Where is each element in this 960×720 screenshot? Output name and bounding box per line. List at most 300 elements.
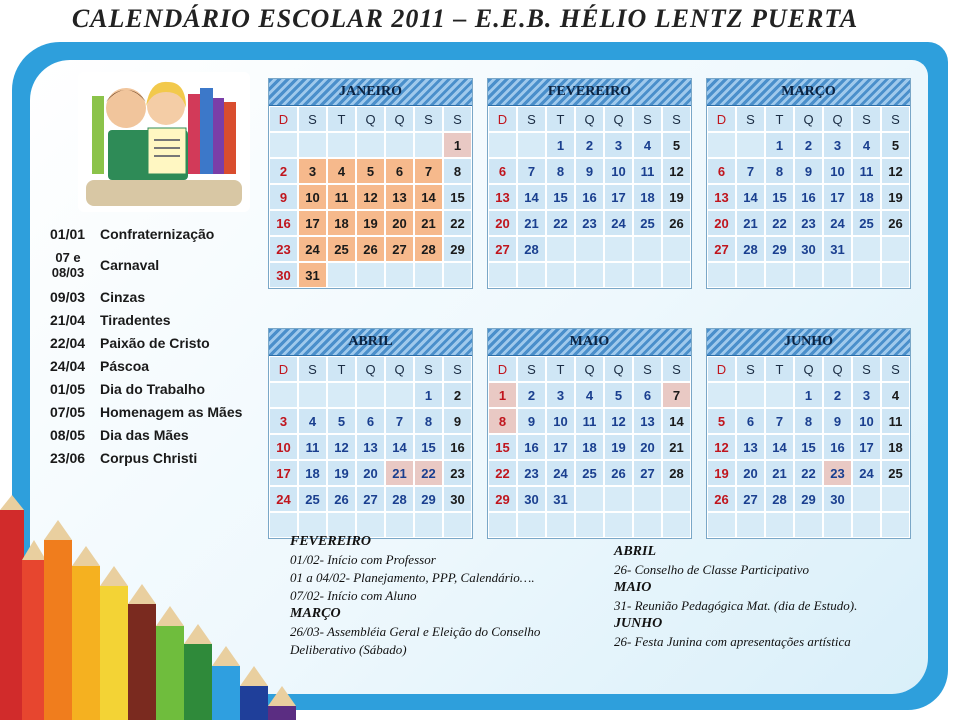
day-cell: 10: [852, 408, 881, 434]
day-cell: 1: [488, 382, 517, 408]
day-cell: 3: [269, 408, 298, 434]
day-cell: 26: [662, 210, 691, 236]
month-title: JANEIRO: [269, 79, 472, 106]
day-cell: 23: [443, 460, 472, 486]
day-cell: 12: [662, 158, 691, 184]
day-cell: 16: [794, 184, 823, 210]
notes-line: 07/02- Início com Aluno: [290, 588, 417, 603]
day-cell: 19: [327, 460, 356, 486]
empty-cell: [517, 262, 546, 288]
day-cell: 29: [488, 486, 517, 512]
holiday-name: Dia do Trabalho: [100, 380, 206, 397]
day-cell: 3: [298, 158, 327, 184]
day-cell: 9: [269, 184, 298, 210]
day-cell: 24: [852, 460, 881, 486]
day-cell: 22: [546, 210, 575, 236]
empty-cell: [327, 132, 356, 158]
empty-cell: [823, 262, 852, 288]
day-cell: 21: [385, 460, 414, 486]
empty-cell: [852, 486, 881, 512]
day-cell: 28: [414, 236, 443, 262]
weekday-header: Q: [604, 106, 633, 132]
holiday-date: 01/01: [50, 225, 86, 242]
day-cell: 12: [707, 434, 736, 460]
weekday-header: T: [327, 356, 356, 382]
weekday-header: S: [852, 356, 881, 382]
notes-line: 01 a 04/02- Planejamento, PPP, Calendário….: [290, 570, 535, 585]
day-grid: [269, 106, 472, 288]
notes-heading: MARÇO: [290, 606, 341, 621]
holiday-date: 21/04: [50, 311, 86, 328]
day-cell: 24: [604, 210, 633, 236]
empty-cell: [794, 262, 823, 288]
empty-cell: [852, 262, 881, 288]
day-cell: 8: [443, 158, 472, 184]
notes-line: 31- Reunião Pedagógica Mat. (dia de Estudo).: [614, 598, 858, 613]
day-cell: 19: [356, 210, 385, 236]
day-cell: 10: [604, 158, 633, 184]
day-cell: 23: [794, 210, 823, 236]
empty-cell: [736, 132, 765, 158]
empty-cell: [385, 382, 414, 408]
weekday-header: S: [662, 356, 691, 382]
day-cell: 2: [823, 382, 852, 408]
day-cell: 7: [662, 382, 691, 408]
day-cell: 27: [707, 236, 736, 262]
weekday-header: Q: [356, 106, 385, 132]
weekday-header: Q: [823, 356, 852, 382]
day-cell: 13: [633, 408, 662, 434]
holiday-name: Dia das Mães: [100, 426, 189, 443]
empty-cell: [327, 262, 356, 288]
day-cell: 12: [881, 158, 910, 184]
notes-line: 26- Festa Junina com apresentações artística: [614, 634, 851, 649]
empty-cell: [633, 486, 662, 512]
weekday-header: S: [517, 106, 546, 132]
notes-line: 26/03- Assembléia Geral e Eleição do Conselho Deliberativo (Sábado): [290, 624, 541, 657]
empty-cell: [575, 486, 604, 512]
day-cell: 15: [546, 184, 575, 210]
day-cell: 13: [356, 434, 385, 460]
weekday-header: T: [765, 356, 794, 382]
day-cell: 17: [604, 184, 633, 210]
empty-cell: [765, 262, 794, 288]
empty-cell: [707, 132, 736, 158]
day-cell: 20: [736, 460, 765, 486]
holiday-name: Homenagem as Mães: [100, 403, 243, 420]
day-cell: 25: [298, 486, 327, 512]
day-cell: 28: [517, 236, 546, 262]
day-cell: 25: [881, 460, 910, 486]
day-cell: 25: [327, 236, 356, 262]
empty-cell: [707, 382, 736, 408]
empty-cell: [633, 512, 662, 538]
day-cell: 29: [443, 236, 472, 262]
empty-cell: [604, 486, 633, 512]
weekday-header: S: [633, 106, 662, 132]
page-title: CALENDÁRIO ESCOLAR 2011 – E.E.B. HÉLIO LENTZ PUERTA: [71, 4, 859, 33]
weekday-header: S: [443, 356, 472, 382]
day-cell: 10: [546, 408, 575, 434]
day-cell: 3: [823, 132, 852, 158]
day-cell: 4: [298, 408, 327, 434]
day-cell: 18: [298, 460, 327, 486]
empty-cell: [852, 512, 881, 538]
month-card-maio: [487, 328, 692, 539]
empty-cell: [765, 382, 794, 408]
day-cell: 26: [707, 486, 736, 512]
day-cell: 8: [546, 158, 575, 184]
day-cell: 13: [707, 184, 736, 210]
day-cell: 17: [298, 210, 327, 236]
day-cell: 2: [575, 132, 604, 158]
holiday-item: [50, 308, 270, 331]
day-cell: 1: [794, 382, 823, 408]
weekday-header: S: [414, 106, 443, 132]
holiday-date: 22/04: [50, 334, 86, 351]
day-cell: 19: [881, 184, 910, 210]
day-cell: 13: [736, 434, 765, 460]
weekday-header: D: [488, 106, 517, 132]
empty-cell: [604, 236, 633, 262]
weekday-header: D: [707, 356, 736, 382]
empty-cell: [633, 236, 662, 262]
day-cell: 24: [298, 236, 327, 262]
day-cell: 6: [385, 158, 414, 184]
weekday-header: T: [765, 106, 794, 132]
weekday-header: S: [852, 106, 881, 132]
day-cell: 14: [736, 184, 765, 210]
day-cell: 17: [546, 434, 575, 460]
month-title: FEVEREIRO: [488, 79, 691, 106]
empty-cell: [546, 236, 575, 262]
day-cell: 30: [794, 236, 823, 262]
holiday-name: Cinzas: [100, 288, 146, 305]
empty-cell: [662, 262, 691, 288]
day-cell: 6: [488, 158, 517, 184]
weekday-header: S: [414, 356, 443, 382]
day-cell: 28: [765, 486, 794, 512]
day-cell: 18: [881, 434, 910, 460]
day-cell: 28: [736, 236, 765, 262]
day-cell: 18: [633, 184, 662, 210]
day-cell: 11: [327, 184, 356, 210]
day-cell: 1: [546, 132, 575, 158]
month-title: JUNHO: [707, 329, 910, 356]
day-cell: 19: [662, 184, 691, 210]
day-cell: 22: [794, 460, 823, 486]
day-cell: 22: [488, 460, 517, 486]
weekday-header: S: [443, 106, 472, 132]
weekday-header: D: [269, 106, 298, 132]
day-cell: 5: [327, 408, 356, 434]
month-card-janeiro: [268, 78, 473, 289]
empty-cell: [736, 262, 765, 288]
day-cell: 22: [765, 210, 794, 236]
holiday-date: 07 e 08/03: [51, 250, 85, 280]
day-cell: 2: [269, 158, 298, 184]
day-cell: 12: [356, 184, 385, 210]
day-cell: 13: [385, 184, 414, 210]
day-cell: 14: [765, 434, 794, 460]
day-cell: 4: [852, 132, 881, 158]
empty-cell: [575, 236, 604, 262]
day-cell: 24: [546, 460, 575, 486]
weekday-header: Q: [823, 106, 852, 132]
weekday-header: D: [488, 356, 517, 382]
day-cell: 9: [575, 158, 604, 184]
empty-cell: [385, 132, 414, 158]
day-cell: 10: [269, 434, 298, 460]
empty-cell: [736, 512, 765, 538]
day-cell: 27: [356, 486, 385, 512]
holiday-date: 07/05: [50, 403, 86, 420]
empty-cell: [414, 132, 443, 158]
day-cell: 10: [298, 184, 327, 210]
holiday-name: Páscoa: [100, 357, 150, 374]
weekday-header: T: [546, 356, 575, 382]
day-cell: 31: [823, 236, 852, 262]
day-grid: [488, 356, 691, 538]
day-cell: 5: [604, 382, 633, 408]
empty-cell: [356, 262, 385, 288]
day-cell: 8: [765, 158, 794, 184]
day-cell: 27: [633, 460, 662, 486]
day-cell: 1: [414, 382, 443, 408]
weekday-header: Q: [794, 106, 823, 132]
day-cell: 6: [736, 408, 765, 434]
month-title: ABRIL: [269, 329, 472, 356]
day-cell: 26: [327, 486, 356, 512]
weekday-header: S: [736, 356, 765, 382]
empty-cell: [327, 382, 356, 408]
day-cell: 20: [488, 210, 517, 236]
day-cell: 18: [327, 210, 356, 236]
day-cell: 11: [881, 408, 910, 434]
weekday-header: S: [517, 356, 546, 382]
day-cell: 4: [633, 132, 662, 158]
notes-heading: FEVEREIRO: [290, 534, 371, 549]
empty-cell: [633, 262, 662, 288]
day-cell: 26: [881, 210, 910, 236]
notes-heading: ABRIL: [614, 544, 657, 559]
holiday-name: Carnaval: [100, 257, 160, 273]
weekday-header: D: [269, 356, 298, 382]
day-cell: 30: [443, 486, 472, 512]
day-cell: 24: [823, 210, 852, 236]
empty-cell: [546, 262, 575, 288]
day-cell: 27: [385, 236, 414, 262]
day-cell: 12: [604, 408, 633, 434]
holiday-date: 24/04: [50, 357, 86, 374]
day-cell: 21: [765, 460, 794, 486]
day-cell: 8: [794, 408, 823, 434]
holiday-date: 23/06: [50, 449, 86, 466]
day-cell: 17: [823, 184, 852, 210]
empty-cell: [765, 512, 794, 538]
day-cell: 21: [662, 434, 691, 460]
day-cell: 15: [414, 434, 443, 460]
notes-heading: JUNHO: [614, 616, 663, 631]
weekday-header: T: [327, 106, 356, 132]
day-cell: 16: [575, 184, 604, 210]
day-cell: 23: [575, 210, 604, 236]
day-cell: 7: [414, 158, 443, 184]
day-cell: 19: [604, 434, 633, 460]
empty-cell: [662, 486, 691, 512]
colored-pencils-illustration: [0, 390, 310, 720]
empty-cell: [707, 262, 736, 288]
holiday-date: 09/03: [50, 288, 86, 305]
day-cell: 20: [385, 210, 414, 236]
weekday-header: S: [633, 356, 662, 382]
day-cell: 10: [823, 158, 852, 184]
day-cell: 8: [414, 408, 443, 434]
day-cell: 22: [443, 210, 472, 236]
day-cell: 1: [443, 132, 472, 158]
empty-cell: [604, 512, 633, 538]
day-cell: 23: [269, 236, 298, 262]
day-cell: 20: [633, 434, 662, 460]
holiday-item: [50, 331, 270, 354]
day-cell: 15: [794, 434, 823, 460]
day-cell: 11: [852, 158, 881, 184]
day-cell: 16: [443, 434, 472, 460]
day-cell: 21: [414, 210, 443, 236]
day-cell: 25: [575, 460, 604, 486]
day-cell: 9: [794, 158, 823, 184]
day-cell: 17: [269, 460, 298, 486]
empty-cell: [881, 236, 910, 262]
month-title: MAIO: [488, 329, 691, 356]
empty-cell: [517, 132, 546, 158]
day-cell: 28: [385, 486, 414, 512]
day-cell: 26: [356, 236, 385, 262]
day-cell: 7: [736, 158, 765, 184]
empty-cell: [852, 236, 881, 262]
day-cell: 9: [443, 408, 472, 434]
weekday-header: Q: [575, 106, 604, 132]
day-cell: 7: [517, 158, 546, 184]
notes-heading: MAIO: [614, 580, 652, 595]
day-cell: 19: [707, 460, 736, 486]
empty-cell: [736, 382, 765, 408]
day-cell: 24: [269, 486, 298, 512]
day-cell: 5: [356, 158, 385, 184]
empty-cell: [488, 262, 517, 288]
day-cell: 1: [765, 132, 794, 158]
month-card-junho: [706, 328, 911, 539]
empty-cell: [662, 236, 691, 262]
day-cell: 23: [823, 460, 852, 486]
day-cell: 2: [443, 382, 472, 408]
day-cell: 14: [385, 434, 414, 460]
weekday-header: S: [298, 106, 327, 132]
notes-left: [290, 533, 590, 659]
weekday-header: S: [298, 356, 327, 382]
day-cell: 3: [546, 382, 575, 408]
day-grid: [488, 106, 691, 288]
day-cell: 4: [327, 158, 356, 184]
weekday-header: Q: [794, 356, 823, 382]
empty-cell: [443, 262, 472, 288]
day-cell: 18: [852, 184, 881, 210]
weekday-header: Q: [575, 356, 604, 382]
day-cell: 29: [794, 486, 823, 512]
holiday-name: Confraternização: [100, 225, 215, 242]
day-cell: 15: [765, 184, 794, 210]
day-cell: 11: [575, 408, 604, 434]
empty-cell: [414, 262, 443, 288]
weekday-header: T: [546, 106, 575, 132]
day-cell: 7: [385, 408, 414, 434]
day-cell: 11: [298, 434, 327, 460]
weekday-header: S: [881, 356, 910, 382]
day-cell: 30: [269, 262, 298, 288]
month-card-marco: [706, 78, 911, 289]
day-grid: [707, 106, 910, 288]
empty-cell: [794, 512, 823, 538]
day-cell: 5: [662, 132, 691, 158]
empty-cell: [575, 262, 604, 288]
empty-cell: [356, 132, 385, 158]
day-cell: 2: [794, 132, 823, 158]
day-cell: 2: [517, 382, 546, 408]
day-cell: 13: [488, 184, 517, 210]
empty-cell: [604, 262, 633, 288]
day-cell: 17: [852, 434, 881, 460]
day-cell: 29: [765, 236, 794, 262]
holiday-date: 01/05: [50, 380, 86, 397]
day-cell: 6: [633, 382, 662, 408]
day-cell: 4: [575, 382, 604, 408]
empty-cell: [823, 512, 852, 538]
day-cell: 14: [414, 184, 443, 210]
empty-cell: [356, 382, 385, 408]
holiday-name: Paixão de Cristo: [100, 334, 210, 351]
day-cell: 20: [356, 460, 385, 486]
day-cell: 5: [707, 408, 736, 434]
notes-right: [614, 543, 914, 651]
day-cell: 21: [736, 210, 765, 236]
day-cell: 5: [881, 132, 910, 158]
holiday-item: [50, 245, 270, 285]
day-cell: 12: [327, 434, 356, 460]
empty-cell: [662, 512, 691, 538]
day-cell: 15: [488, 434, 517, 460]
empty-cell: [298, 132, 327, 158]
day-cell: 9: [823, 408, 852, 434]
day-cell: 31: [546, 486, 575, 512]
empty-cell: [881, 512, 910, 538]
day-cell: 3: [604, 132, 633, 158]
weekday-header: Q: [604, 356, 633, 382]
holiday-item: [50, 222, 270, 245]
day-cell: 16: [517, 434, 546, 460]
day-cell: 18: [575, 434, 604, 460]
weekday-header: Q: [385, 106, 414, 132]
day-cell: 26: [604, 460, 633, 486]
holiday-date: 08/05: [50, 426, 86, 443]
empty-cell: [881, 486, 910, 512]
day-cell: 28: [662, 460, 691, 486]
day-cell: 25: [633, 210, 662, 236]
day-cell: 16: [823, 434, 852, 460]
day-cell: 14: [662, 408, 691, 434]
day-cell: 31: [298, 262, 327, 288]
weekday-header: D: [707, 106, 736, 132]
day-cell: 16: [269, 210, 298, 236]
